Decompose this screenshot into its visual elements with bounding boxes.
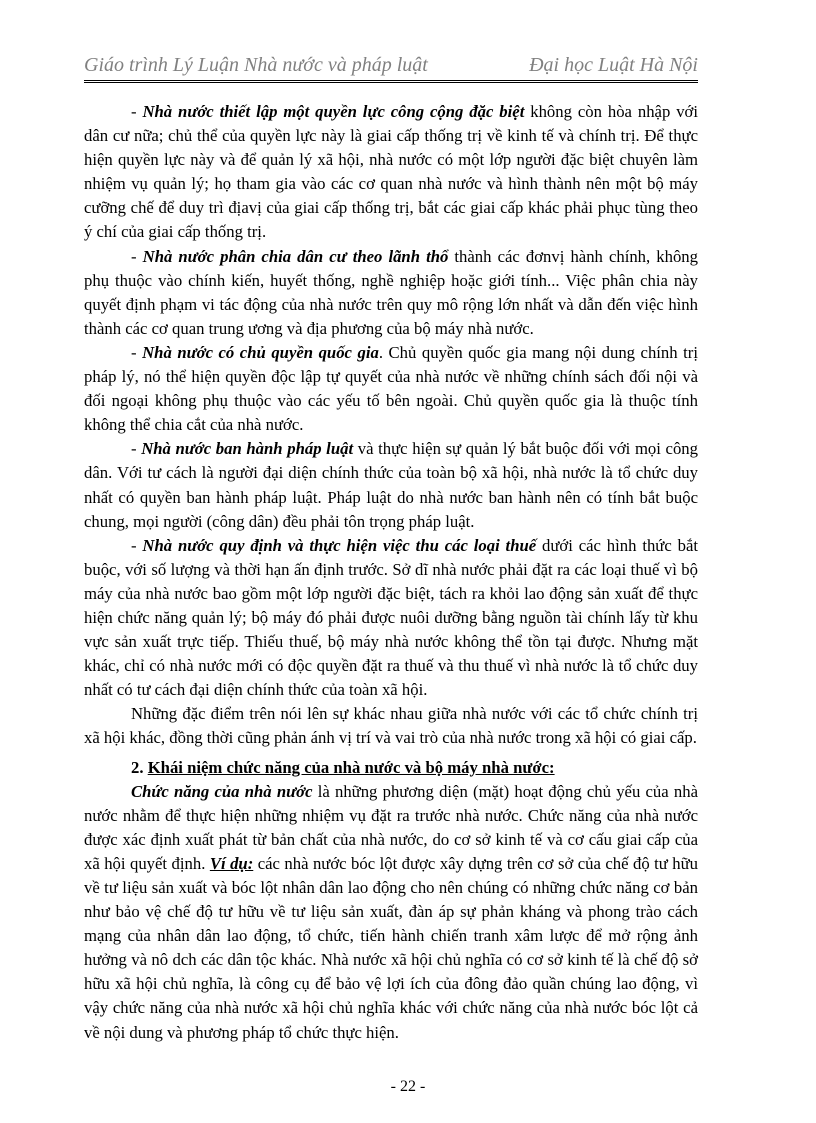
paragraph-text: thành các đơnvị hành chính, không phụ thuộc vào chính kiến, huyết thống, nghề nghiệp hoặc giới tính... Việc phân chia này quyết định phạm vi tác động của nhà nước trên quy mô rộng lớn nhất và dẫn đến việc hình thành các cơ quan trung ương và địa phương của bộ máy nhà nước. (84, 246, 698, 338)
page-body (84, 100, 698, 1045)
section-heading (84, 756, 698, 780)
feature-term: Nhà nước có chủ quyền quốc gia (142, 342, 379, 362)
page-number: - 22 - (390, 1078, 426, 1095)
paragraph-sovereignty (84, 341, 698, 437)
section-number: 2. (131, 757, 148, 777)
paragraph-territory (84, 245, 698, 341)
paragraph-text: các nhà nước bóc lột được xây dựng trên cơ sở của chế độ tư hữu về tư liệu sản xuất và bóc lột nhân dân lao động cho nên chúng có những chức năng cơ bản như bảo vệ chế độ tư hữu về tư liệu sản xuất, đàn áp sự phản kháng và phong trào cách mạng của nhân dân lao động, tổ chức, tiến hành chiến tranh xâm lược để mở rộng ảnh hưởng và nô dch các dân tộc khác. Nhà nước xã hội chủ nghĩa có cơ sở kinh tế là chế độ sở hữu xã hội chủ nghĩa, là công cụ để bảo vệ lợi ích của đông đảo quần chúng lao động, vì vậy chức năng của nhà nước xã hội chủ nghĩa khác với chức năng của nhà nước bóc lột cả về nội dung và phương pháp tổ chức thực hiện. (84, 853, 699, 1042)
bullet-dash: - (131, 439, 142, 459)
paragraph-function-definition (84, 780, 698, 1045)
example-label: Ví dụ: (209, 853, 254, 873)
bullet-dash: - (131, 102, 143, 121)
definition-term: Chức năng của nhà nước (131, 781, 313, 801)
paragraph-text: . Chủ quyền quốc gia mang nội dung chính trị pháp lý, nó thể hiện quyền độc lập tự quyết của nhà nước về những chính sách đối nội và đối ngoại không phụ thuộc vào các yếu tố bên ngoài. Chủ quyền quốc gia là thuộc tính không thể chia cắt của nhà nước. (84, 342, 698, 435)
bullet-dash: - (131, 342, 143, 362)
feature-term: Nhà nước quy định và thực hiện việc thu các loại thuế (142, 535, 537, 555)
feature-term: Nhà nước thiết lập một quyền lực công cộng đặc biệt (142, 102, 525, 121)
bullet-dash: - (131, 246, 143, 266)
bullet-dash: - (131, 535, 143, 555)
header-university: Đại học Luật Hà Nội (529, 54, 698, 76)
page-header (84, 52, 698, 83)
paragraph-taxes (84, 534, 698, 703)
header-book-title: Giáo trình Lý Luận Nhà nước và pháp luật (84, 54, 428, 76)
paragraph-summary: Những đặc điểm trên nói lên sự khác nhau giữa nhà nước với các tổ chức chính trị xã hội khác, đồng thời cũng phản ánh vị trí và vai trò của nhà nước trong xã hội có giai cấp. (84, 704, 698, 748)
paragraph-public-power (84, 100, 698, 245)
feature-term: Nhà nước ban hành pháp luật (141, 439, 354, 459)
paragraph-text: là những phương diện (mặt) hoạt động chủ yếu của nhà nước nhằm để thực hiện những nhiệm vụ đặt ra trước nhà nước. Chức năng của nhà nước được xác định xuất phát từ bản chất của nhà nước, do cơ sở kinh tế và cơ cấu giai cấp của xã hội quyết định. (84, 781, 698, 873)
paragraph-text: không còn hòa nhập với dân cư nữa; chủ thể của quyền lực này là giai cấp thống trị về kinh tế và chính trị. Để thực hiện quyền lực này và để quản lý xã hội, nhà nước có một lớp người đặc biệt chuyên làm nhiệm vụ quản lý; họ tham gia vào các cơ quan nhà nước và hình thành nên một bộ máy cưỡng chế để duy trì địavị của giai cấp thống trị, bắt các giai cấp khác phải phục tùng theo ý chí của giai cấp thống trị. (84, 102, 698, 242)
feature-term: Nhà nước phân chia dân cư theo lãnh thổ (142, 246, 449, 266)
paragraph-text: dưới các hình thức bắt buộc, với số lượng và thời hạn ấn định trước. Sở dĩ nhà nước phải đặt ra các loại thuế vì bộ máy của nhà nước bao gồm một lớp người đặc biệt, tách ra khỏi lao động sản xuất để thực hiện chức năng quản lý; bộ máy đó phải được nuôi dưỡng bằng nguồn tài chính lấy từ khu vực sản xuất trực tiếp. Thiếu thuế, bộ máy nhà nước không thể tồn tại được. Nhưng mặt khác, chỉ có nhà nước mới có độc quyền đặt ra thuế và thu thuế vì nhà nước là tổ chức duy nhất có tư cách đại diện chính thức của toàn xã hội. (84, 535, 699, 700)
paragraph-text: và thực hiện sự quản lý bắt buộc đối với mọi công dân. Với tư cách là người đại diện chính thức của toàn bộ xã hội, nhà nước là tổ chức duy nhất có quyền ban hành pháp luật. Pháp luật do nhà nước ban hành nên có tính bắt buộc chung, mọi người (công dân) đều phải tôn trọng pháp luật. (84, 439, 698, 531)
paragraph-law (84, 437, 698, 533)
section-title: Khái niệm chức năng của nhà nước và bộ máy nhà nước: (147, 757, 555, 777)
